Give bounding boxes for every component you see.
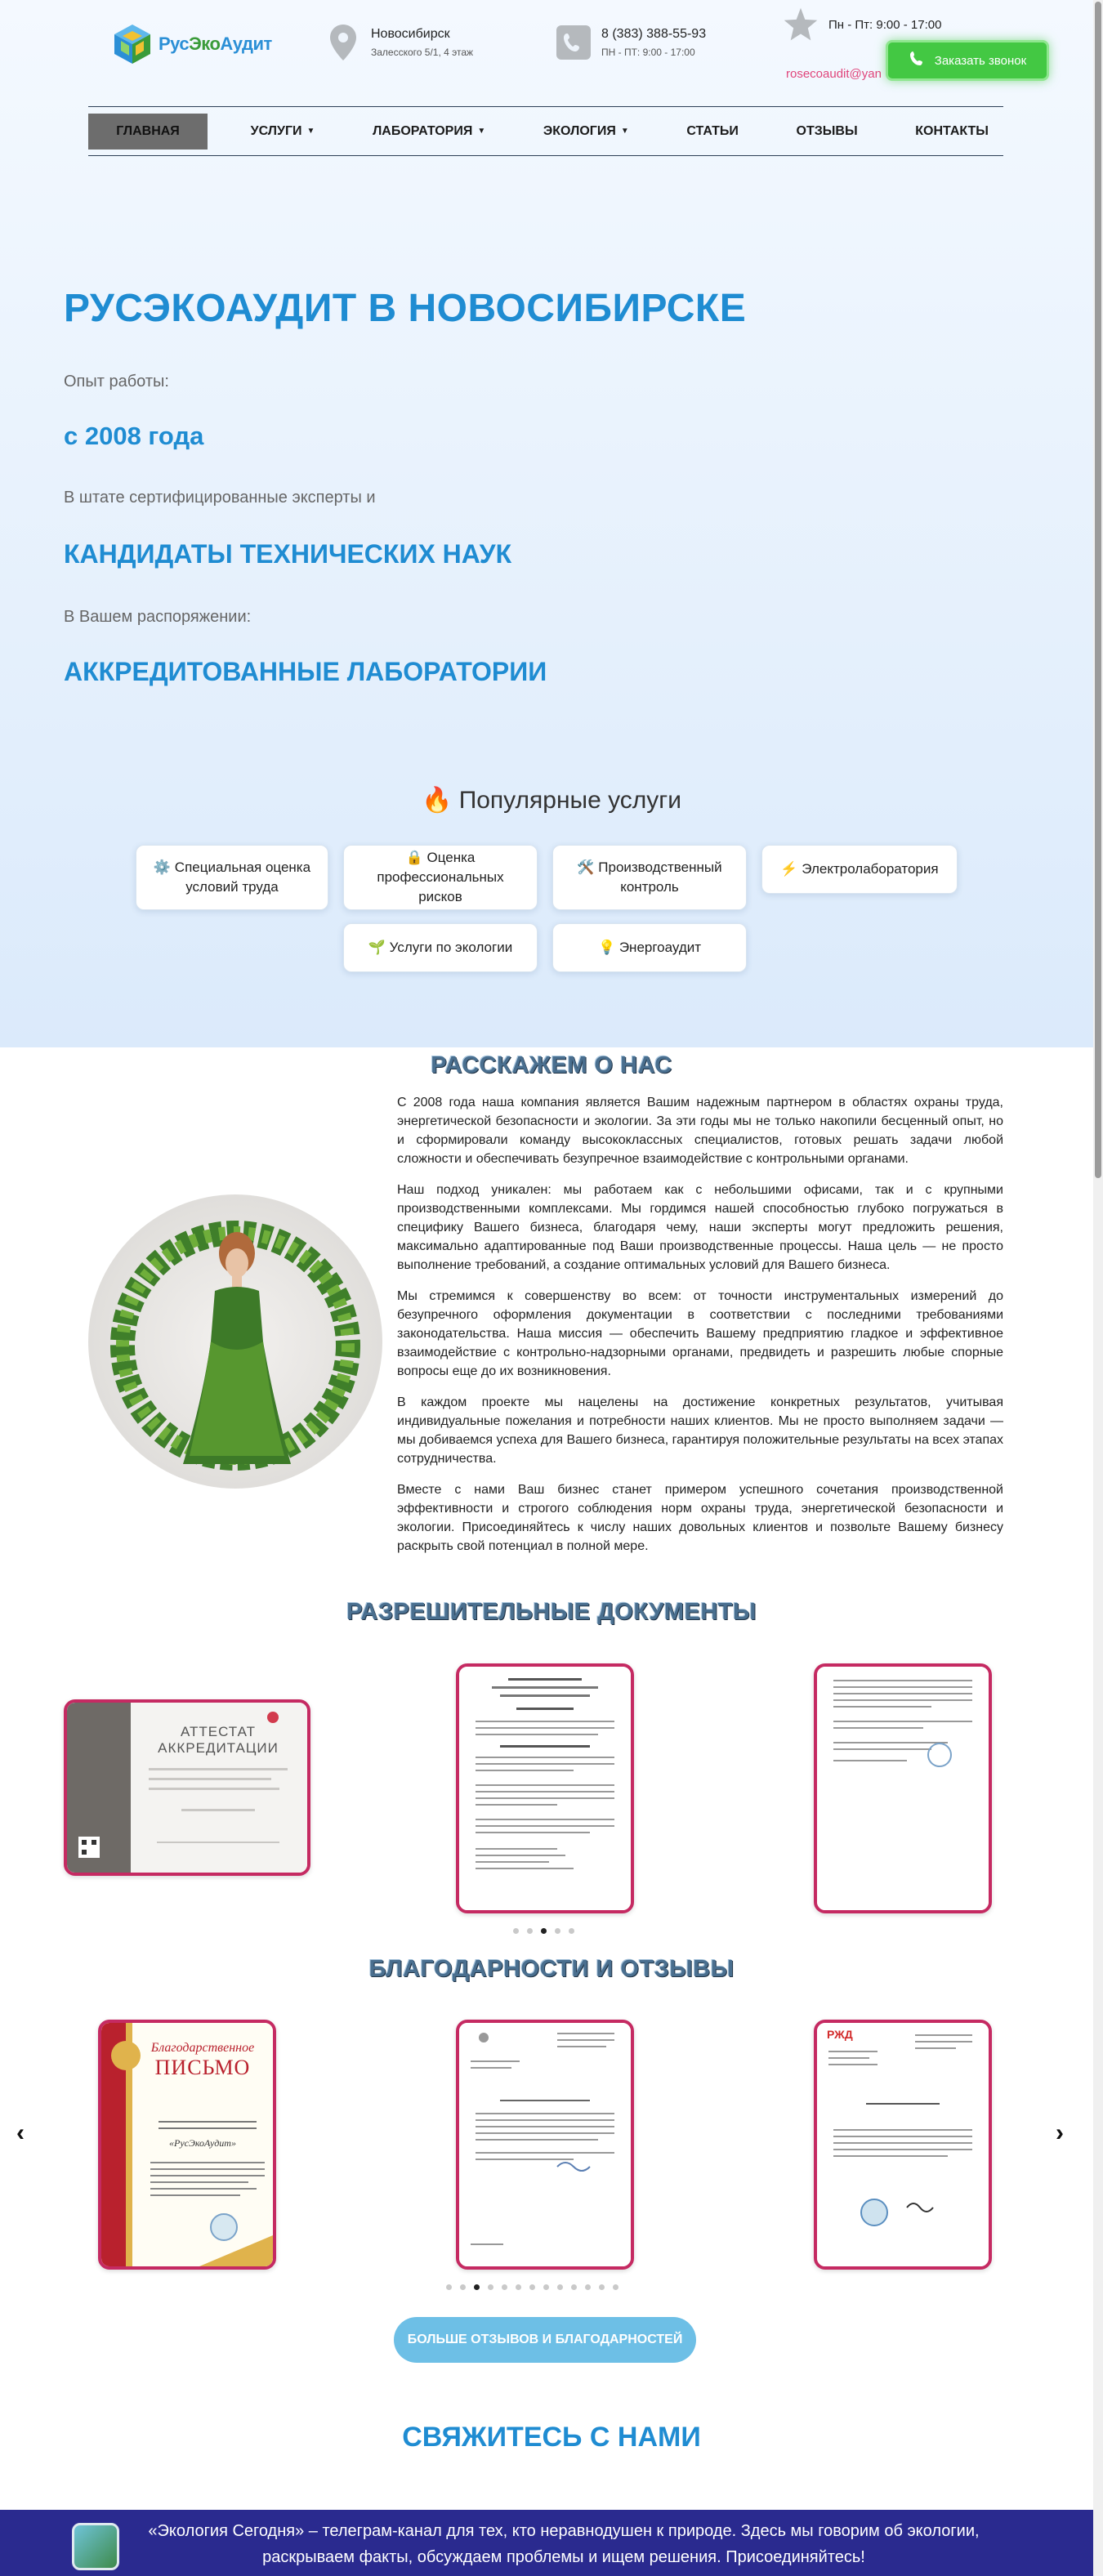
nav-label-ecology: ЭКОЛОГИЯ [543, 123, 616, 138]
scrollbar-thumb[interactable] [1095, 2, 1101, 1178]
more-reviews-button[interactable]: БОЛЬШЕ ОТЗЫВОВ И БЛАГОДАРНОСТЕЙ [394, 2317, 696, 2363]
star-icon [783, 7, 819, 42]
experience-value: с 2008 года [64, 422, 204, 450]
chevron-down-icon: ▼ [477, 127, 486, 136]
site-logo[interactable] [113, 23, 272, 65]
nav-item-contacts[interactable] [900, 114, 1003, 150]
chevron-left-icon[interactable]: ‹ [16, 2119, 25, 2146]
carousel-dot[interactable] [557, 2284, 563, 2290]
carousel-dot[interactable] [513, 1928, 519, 1934]
logo-text [159, 33, 272, 55]
nav-label-laboratory: ЛАБОРАТОРИЯ [373, 123, 473, 138]
accreditation-heading: АТТЕСТАТ АККРЕДИТАЦИИ [158, 1724, 279, 1756]
phone-handset-icon [909, 51, 925, 70]
documents-title: РАЗРЕШИТЕЛЬНЫЕ ДОКУМЕНТЫ [346, 1599, 757, 1625]
nav-item-home[interactable] [88, 114, 208, 150]
about-paragraph: С 2008 года наша компания является Вашим надежным партнером в областях охраны труда, энергетической безопасности и экологии. За эти годы мы не только накопили бесценный опыт, но и сформировали команду высококлассных специалистов, готовых решать задачи любой сложности и обеспечивать безупречное взаимодействие с контрольными органами. [397, 1096, 1003, 1166]
staff-value: КАНДИДАТЫ ТЕХНИЧЕСКИХ НАУК [64, 539, 512, 569]
hours-block [783, 7, 941, 42]
nav-item-articles[interactable] [672, 114, 752, 150]
carousel-dot[interactable] [569, 1928, 574, 1934]
about-paragraph: Вместе с нами Ваш бизнес станет примером успешного сочетания производственной эффективности и строгого соблюдения норм охраны труда, энергетической безопасности и экологии. Присоединяйтесь к числу наших довольных клиентов и позвольте Вашему бизнесу раскрыть свой потенциал в полной мере. [397, 1483, 1003, 1553]
review-slide-rzd[interactable] [814, 2020, 992, 2270]
carousel-dot[interactable] [613, 2284, 618, 2290]
nav-item-ecology[interactable] [529, 114, 644, 150]
phone-hours: ПН - ПТ: 9:00 - 17:00 [601, 47, 695, 58]
carousel-dot-active[interactable] [541, 1928, 547, 1934]
globe-icon [72, 2523, 119, 2570]
map-pin-icon [325, 25, 361, 60]
carousel-dot[interactable] [529, 2284, 535, 2290]
about-paragraph: Мы стремимся к совершенству во всем: от точности инструментальных измерений до безупречного оформления документации в соответствии с последними требованиями законодательства. Наша миссия — обеспечить Вашему предприятию гладкое и эффективное взаимодействие с контрольно-надзорными органами, предвидеть и разрешить любые спорные вопросы еще до их возникновения. [397, 1289, 1003, 1378]
nav-item-reviews[interactable] [782, 114, 873, 150]
reviews-carousel-dots [446, 2284, 618, 2290]
phone-icon [556, 25, 592, 60]
carousel-dot[interactable] [571, 2284, 577, 2290]
hero-title: РУСЭКОАУДИТ В НОВОСИБИРСКЕ [64, 287, 747, 330]
service-card-electrolab[interactable]: ⚡ Электролаборатория [761, 845, 958, 894]
logo-text-part1: Рус [159, 33, 190, 54]
popular-services-title: 🔥 Популярные услуги [422, 787, 681, 814]
labs-label: В Вашем распоряжении: [64, 608, 252, 626]
rzd-logo: РЖД [827, 2028, 853, 2041]
service-card-risks[interactable]: 🔒 Оценка профессиональных рисков [343, 845, 538, 910]
carousel-dot[interactable] [446, 2284, 452, 2290]
letter-word1: Благодарственное [150, 2041, 255, 2055]
carousel-dot[interactable] [527, 1928, 533, 1934]
service-card-soud[interactable]: ⚙️ Специальная оценка условий труда [136, 845, 328, 910]
callback-button-label: Заказать звонок [934, 53, 1027, 68]
carousel-dot[interactable] [502, 2284, 507, 2290]
location-city: Новосибирск [371, 27, 450, 41]
phone-block [556, 25, 706, 60]
about-paragraph: Наш подход уникален: мы работаем как с небольшими офисами, так и с крупными производственными комплексами. Мы гордимся нашей способностью глубоко погружаться в специфику Вашего бизнеса, благодаря чему, наши эксперты могут предложить решения, максимально адаптированные под Ваши производственные процессы. Наша цель — не просто выполнение требований, а создание оптимальных условий для Вашего бизнеса. [397, 1183, 1003, 1272]
callback-button[interactable] [886, 40, 1049, 81]
phone-number[interactable]: 8 (383) 388-55-93 [601, 27, 707, 41]
carousel-dot[interactable] [516, 2284, 521, 2290]
logo-text-part3: Аудит [220, 33, 272, 54]
location-block [325, 25, 473, 60]
document-slide-accreditation[interactable] [64, 1699, 310, 1876]
carousel-dot[interactable] [488, 2284, 493, 2290]
staff-label: В штате сертифицированные эксперты и [64, 489, 376, 507]
chevron-right-icon[interactable]: › [1056, 2119, 1064, 2146]
logo-text-part2: Эко [189, 33, 221, 54]
chevron-down-icon: ▼ [306, 127, 315, 136]
experience-label: Опыт работы: [64, 373, 169, 391]
email-link[interactable]: rosecoaudit@yan [786, 67, 882, 81]
labs-value: АККРЕДИТОВАННЫЕ ЛАБОРАТОРИИ [64, 657, 547, 686]
nav-label-contacts: КОНТАКТЫ [915, 123, 989, 138]
review-slide-letter[interactable] [98, 2020, 276, 2270]
carousel-dot[interactable] [585, 2284, 591, 2290]
carousel-dot[interactable] [543, 2284, 549, 2290]
eco-woman-image [88, 1194, 382, 1489]
service-card-production-control[interactable]: 🛠️ Производственный контроль [552, 845, 747, 910]
chevron-down-icon: ▼ [620, 127, 629, 136]
nav-label-articles: СТАТЬИ [686, 123, 739, 138]
service-card-ecology[interactable]: 🌱 Услуги по экологии [343, 923, 538, 972]
reviews-title: БЛАГОДАРНОСТИ И ОТЗЫВЫ [368, 1956, 735, 1982]
letter-company: «РусЭкоАудит» [169, 2137, 236, 2149]
carousel-dot[interactable] [555, 1928, 560, 1934]
logo-cube-icon [113, 23, 152, 65]
nav-label-services: УСЛУГИ [250, 123, 302, 138]
letter-word2: ПИСЬМО [154, 2056, 251, 2079]
telegram-banner-text: «Экология Сегодня» – телеграм-канал для тех, кто неравнодушен к природе. Здесь мы говорим об экологии, раскрываем факты, обсуждаем проблемы и ищем решения. Присоединяйтесь! [148, 2522, 980, 2566]
carousel-dot[interactable] [599, 2284, 605, 2290]
site-header [0, 0, 1103, 106]
document-slide-2[interactable] [456, 1663, 634, 1913]
location-address: Залесского 5/1, 4 этаж [371, 47, 474, 58]
carousel-dot-active[interactable] [474, 2284, 480, 2290]
review-slide-2[interactable] [456, 2020, 634, 2270]
carousel-dot[interactable] [460, 2284, 466, 2290]
hours-text: Пн - Пт: 9:00 - 17:00 [828, 17, 942, 32]
contact-title: СВЯЖИТЕСЬ С НАМИ [402, 2422, 701, 2453]
nav-item-services[interactable] [236, 114, 330, 150]
documents-carousel-dots [513, 1928, 574, 1934]
about-paragraph: В каждом проекте мы нацелены на достижение конкретных результатов, учитывая индивидуальные пожелания и потребности наших клиентов. Мы не просто выполняем задачи — мы добиваемся успеха для Вашего бизнеса, гарантируя положительные результаты на всех этапах сотрудничества. [397, 1395, 1004, 1466]
main-nav [88, 106, 1003, 156]
document-slide-3[interactable] [814, 1663, 992, 1913]
scrollbar[interactable] [1093, 0, 1103, 2576]
about-title: РАССКАЖЕМ О НАС [431, 1052, 672, 1078]
nav-item-laboratory[interactable] [358, 114, 500, 150]
service-card-energy-audit[interactable]: 💡 Энергоаудит [552, 923, 747, 972]
about-text [397, 1093, 1003, 1568]
nav-label-home: ГЛАВНАЯ [116, 123, 180, 138]
nav-label-reviews: ОТЗЫВЫ [796, 123, 858, 138]
